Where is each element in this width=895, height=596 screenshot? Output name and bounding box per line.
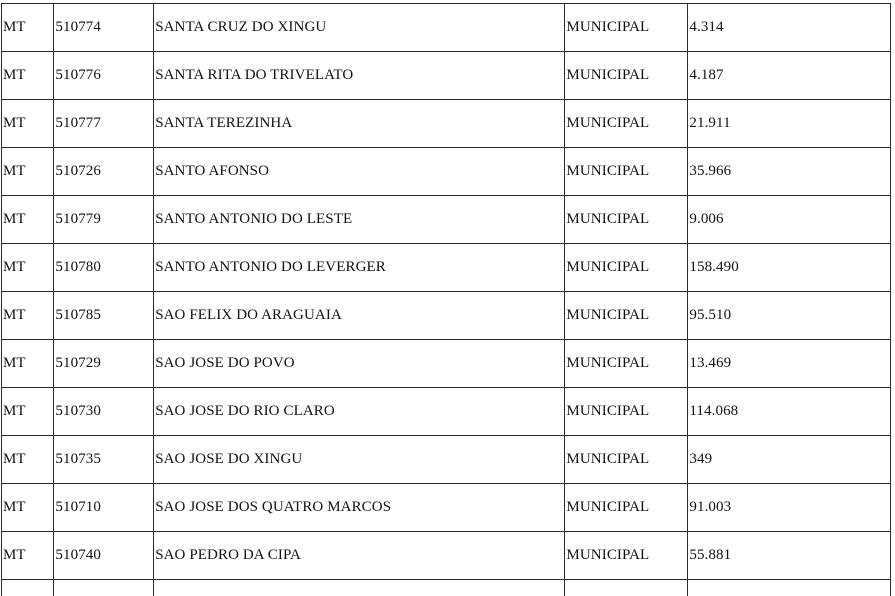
- cell-uf: MT: [2, 148, 54, 196]
- cell-sphere: MUNICIPAL: [565, 148, 688, 196]
- municipalities-table: [1, 3, 891, 596]
- cell-sphere: MUNICIPAL: [565, 340, 688, 388]
- cell-code: 510779: [54, 196, 154, 244]
- table-row: [2, 100, 891, 148]
- cell-sphere: MUNICIPAL: [565, 484, 688, 532]
- table-row: [2, 436, 891, 484]
- cell-uf: MT: [2, 292, 54, 340]
- table-row: [2, 196, 891, 244]
- cell-uf: MT: [2, 340, 54, 388]
- table-row: [2, 4, 891, 52]
- cell-uf: MT: [2, 4, 54, 52]
- cell-municipality: SAO JOSE DO XINGU: [154, 436, 565, 484]
- cell-code: 510776: [54, 52, 154, 100]
- table-row: [2, 148, 891, 196]
- cell-code: 510780: [54, 244, 154, 292]
- cell-value: 95.510: [688, 292, 891, 340]
- cell-uf: MT: [2, 388, 54, 436]
- cell-code: 510777: [54, 100, 154, 148]
- cell-sphere: MUNICIPAL: [565, 244, 688, 292]
- cell-value: 114.068: [688, 388, 891, 436]
- cell-value: 21.911: [688, 100, 891, 148]
- cell-sphere: MUNICIPAL: [565, 532, 688, 580]
- cell-empty: [54, 580, 154, 596]
- cell-sphere: MUNICIPAL: [565, 292, 688, 340]
- cell-sphere: MUNICIPAL: [565, 4, 688, 52]
- cell-code: 510785: [54, 292, 154, 340]
- cell-uf: MT: [2, 436, 54, 484]
- cell-sphere: MUNICIPAL: [565, 196, 688, 244]
- cell-code: 510726: [54, 148, 154, 196]
- table-row: [2, 484, 891, 532]
- cell-empty: [688, 580, 891, 596]
- cell-sphere: MUNICIPAL: [565, 52, 688, 100]
- cell-value: 4.314: [688, 4, 891, 52]
- cell-municipality: SANTO ANTONIO DO LESTE: [154, 196, 565, 244]
- cell-empty: [565, 580, 688, 596]
- cell-uf: MT: [2, 100, 54, 148]
- cell-uf: MT: [2, 532, 54, 580]
- cell-empty: [2, 580, 54, 596]
- cell-code: 510730: [54, 388, 154, 436]
- cell-empty: [154, 580, 565, 596]
- cell-value: 158.490: [688, 244, 891, 292]
- cell-municipality: SAO FELIX DO ARAGUAIA: [154, 292, 565, 340]
- cell-municipality: SANTO ANTONIO DO LEVERGER: [154, 244, 565, 292]
- table-row-partial: [2, 580, 891, 596]
- cell-value: 9.006: [688, 196, 891, 244]
- cell-municipality: SANTA RITA DO TRIVELATO: [154, 52, 565, 100]
- cell-municipality: SAO JOSE DO RIO CLARO: [154, 388, 565, 436]
- cell-value: 55.881: [688, 532, 891, 580]
- table-row: [2, 244, 891, 292]
- cell-uf: MT: [2, 244, 54, 292]
- cell-value: 4.187: [688, 52, 891, 100]
- cell-sphere: MUNICIPAL: [565, 436, 688, 484]
- cell-code: 510710: [54, 484, 154, 532]
- cell-code: 510729: [54, 340, 154, 388]
- cell-uf: MT: [2, 196, 54, 244]
- cell-municipality: SANTA TEREZINHA: [154, 100, 565, 148]
- cell-municipality: SANTO AFONSO: [154, 148, 565, 196]
- table-row: [2, 388, 891, 436]
- table-row: [2, 340, 891, 388]
- cell-value: 349: [688, 436, 891, 484]
- cell-value: 35.966: [688, 148, 891, 196]
- cell-value: 13.469: [688, 340, 891, 388]
- table-row: [2, 292, 891, 340]
- cell-uf: MT: [2, 484, 54, 532]
- cell-sphere: MUNICIPAL: [565, 388, 688, 436]
- cell-municipality: SAO JOSE DO POVO: [154, 340, 565, 388]
- cell-municipality: SAO PEDRO DA CIPA: [154, 532, 565, 580]
- cell-code: 510735: [54, 436, 154, 484]
- cell-municipality: SANTA CRUZ DO XINGU: [154, 4, 565, 52]
- cell-municipality: SAO JOSE DOS QUATRO MARCOS: [154, 484, 565, 532]
- cell-code: 510774: [54, 4, 154, 52]
- cell-value: 91.003: [688, 484, 891, 532]
- cell-sphere: MUNICIPAL: [565, 100, 688, 148]
- table-row: [2, 52, 891, 100]
- cell-uf: MT: [2, 52, 54, 100]
- cell-code: 510740: [54, 532, 154, 580]
- table-row: [2, 532, 891, 580]
